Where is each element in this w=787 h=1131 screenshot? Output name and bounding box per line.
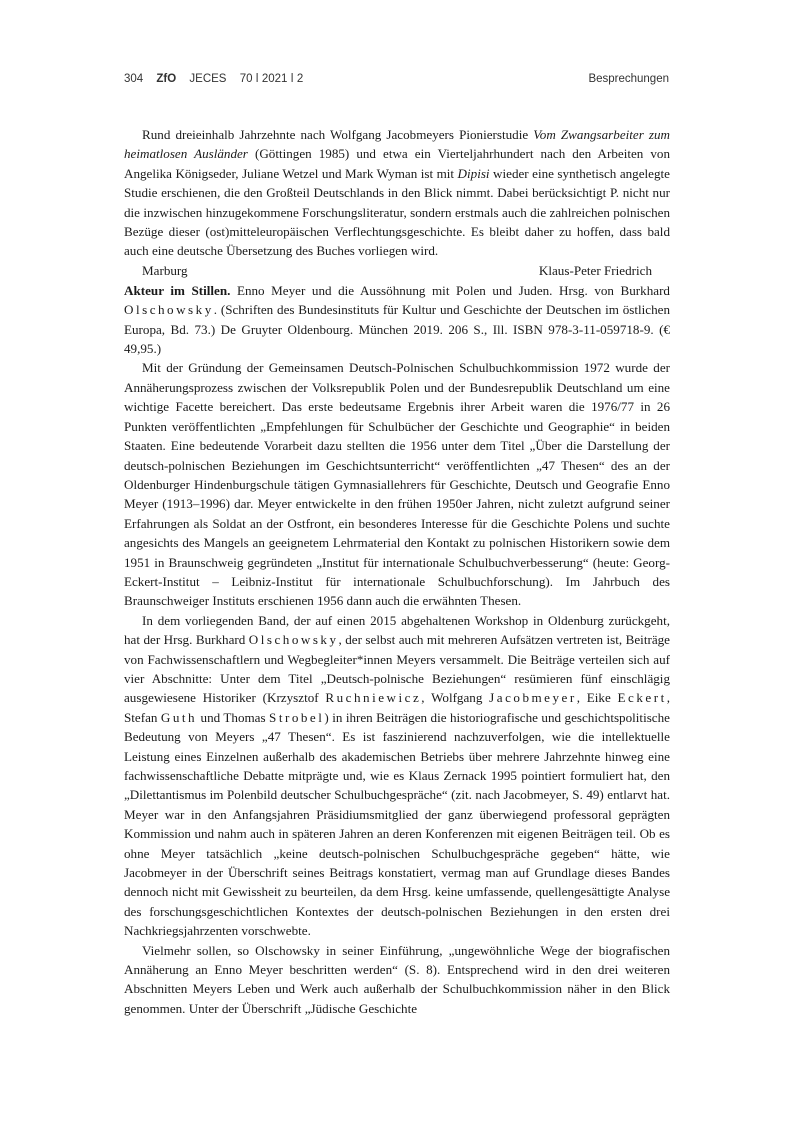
journal-name: ZfO xyxy=(156,73,177,85)
section-name: Besprechungen xyxy=(588,73,669,85)
header-left xyxy=(124,73,313,85)
text-run: Rund dreieinhalb Jahrzehnte nach Wolfgang Jacobmeyers Pionierstudie xyxy=(142,127,534,142)
review-signature xyxy=(124,261,670,281)
text-run: In dem vorliegenden Band, der auf einen 2015 abgehaltenen Workshop in Oldenburg zurückgeht, hat der Hrsg. Burkhard xyxy=(124,612,670,648)
text-run: . (Schriften des Bundesinstituts für Kultur und Geschichte der Deutschen im östlichen Europa, Bd. 73.) De Gruyter Oldenbourg. München 2019. 206 S., Ill. ISBN 978-3-11-059718-9. (€ 49,95.) xyxy=(124,302,670,357)
person-name: Guth xyxy=(160,709,198,725)
person-name: Strobel xyxy=(269,709,325,725)
signature-place: Marburg xyxy=(142,262,188,278)
text-run: , Wolfgang xyxy=(421,690,490,706)
person-name: Eckert xyxy=(617,690,667,706)
page-number: 304 xyxy=(124,73,144,85)
page-body xyxy=(124,125,670,1018)
text-run: Enno Meyer und die Aussöhnung mit Polen und Juden. Hrsg. von Burkhard xyxy=(230,282,670,298)
text-run: ) in ihren Beiträgen die historiografische und geschichtspolitische Bedeutung von Meyers „47 Thesen“. Es ist faszinierend nachzuverfolgen, wie die intellektuelle Leistung eines Einzelnen außerhalb des akademischen Betriebs über mehrere Jahrzehnte hinweg eine fachwissenschaftliche Debatte mitprägte und, wie es Klaus Zernack 1995 pointiert formuliert hat, den „Dilettantismus im Polenbild deutscher Schulbuchgespräche“ (zit. nach Jacobmeyer, S. 49) entlarvt hat. Meyer war in den Anfangsjahren Präsidiumsmitglied der ganz überwiegend professoral geprägten Kommission und nahm auch in späteren Jahren an deren Konferenzen mit eigenen Beiträgen teil. Ob es ohne Meyer tatsächlich „keine deutsch-polnischen Schulbuchgespräche gegeben“ hätte, wie Jacobmeyer in der Überschrift seines Beitrags konstatiert, vermag man auf Grundlage dieses Bandes dennoch nicht mit Gewissheit zu beurteilen, da dem Hrsg. keine umfassende, quellengesättigte Analyse des forschungsgeschichtlichen Kontextes der deutsch-polnischen Beziehungen in den ersten drei Nachkriegsjahrzenten vorschwebte. xyxy=(124,709,670,939)
signature-author: Klaus-Peter Friedrich xyxy=(538,262,652,278)
review-bibliography xyxy=(124,281,670,359)
text-run: , Stefan xyxy=(124,690,670,725)
text-run: , der selbst auch mit mehreren Aufsätzen vertreten ist, Beiträge von Fachwissenschaftlern und Wegbegleiter*innen Meyers versammelt. Die Beiträge verteilen sich auf vier Abschnitte: Unter dem Titel „Deutsch-polnische Beziehungen“ resümieren fünf einschlägig ausgewiesene Historiker (Krzysztof xyxy=(124,632,670,706)
running-header xyxy=(124,73,669,91)
review-paragraph-1: Mit der Gründung der Gemeinsamen Deutsch-Polnischen Schulbuchkommission 1972 wurde der Annäherungsprozess zwischen der Volksrepublik Polen und der Bundesrepublik Deutschland um eine wichtige Facette bereichert. Das erste bedeutsame Ergebnis ihrer Arbeit waren die 1976/77 in 26 Punkten veröffentlichten „Empfehlungen für Schulbücher der Geschichte und Geographie“ in beiden Staaten. Eine bedeutende Vorarbeit dazu stellten die 1956 unter dem Titel „Über die Darstellung der deutsch-polnischen Beziehungen im Geschichtsunterricht“ veröffentlichten „47 Thesen“ des an der Oldenburger Hindenburgschule tätigen Gymnasiallehrers für Geschichte, Deutsch und Geografie Enno Meyer (1913–1996) dar. Meyer entwickelte in den frühen 1950er Jahren, nicht zuletzt aufgrund seiner Erfahrungen als Soldat an der Ostfront, ein besonderes Interesse für die Geschichte Polens und suchte angesichts des Mangels an geeignetem Lehrmaterial den Kontakt zu polnischen Historikern sowie dem 1951 in Braunschweig gegründeten „Institut für internationale Schulbuchverbesserung“ (heute: Georg-Eckert-Institut – Leibniz-Institut für internationale Schulbuchforschung). Im Jahrbuch des Braunschweiger Instituts erschienen 1956 dann auch die erwähnten Thesen. xyxy=(124,360,670,609)
review-paragraph-2 xyxy=(124,611,670,941)
prev-review-paragraph xyxy=(124,125,670,261)
text-run: wieder eine synthetisch angelegte Studie erschienen, die den Großteil Deutschlands in den Blick nimmt. Dabei berücksichtigt P. nicht nur die inzwischen hinzugekommene Forschungsliteratur, sondern erstmals auch die zahlreichen polnischen Bezüge dieser (ost)mitteleuropäischen Verflechtungsgeschichte. Es bleibt daher zu hoffen, dass bald auch eine deutsche Übersetzung des Buches vorliegen wird. xyxy=(124,165,670,259)
person-name: Jacobmeyer xyxy=(489,690,577,706)
book-title-short: Dipisi xyxy=(457,165,490,181)
person-name: Ruchniewicz xyxy=(325,690,422,706)
book-title: Vom Zwangsarbeiter zum heimatlosen Ausländer xyxy=(124,127,670,162)
editor-name: Olschowsky xyxy=(124,302,214,318)
text-run: , Eike xyxy=(576,690,618,706)
person-name: Olschowsky xyxy=(248,632,339,648)
volume-info: 70 ǀ 2021 ǀ 2 xyxy=(239,73,304,85)
review-title: Akteur im Stillen. xyxy=(124,282,231,298)
review-paragraph-3: Vielmehr sollen, so Olschowsky in seiner Einführung, „ungewöhnliche Wege der biografischen Annäherung an Enno Meyer beschritten werden“ (S. 8). Entsprechend wird in den drei weiteren Abschnitten Meyers Leben und Werk auch außerhalb der Schulbuchkommission näher in den Blick genommen. Unter der Überschrift „Jüdische Geschichte xyxy=(124,942,670,1016)
journal-series: JECES xyxy=(189,73,227,85)
text-run: und Thomas xyxy=(197,709,270,725)
text-run: (Göttingen 1985) und etwa ein Vierteljahrhundert nach den Arbeiten von Angelika Königseder, Juliane Wetzel und Mark Wyman ist mit xyxy=(124,146,671,181)
